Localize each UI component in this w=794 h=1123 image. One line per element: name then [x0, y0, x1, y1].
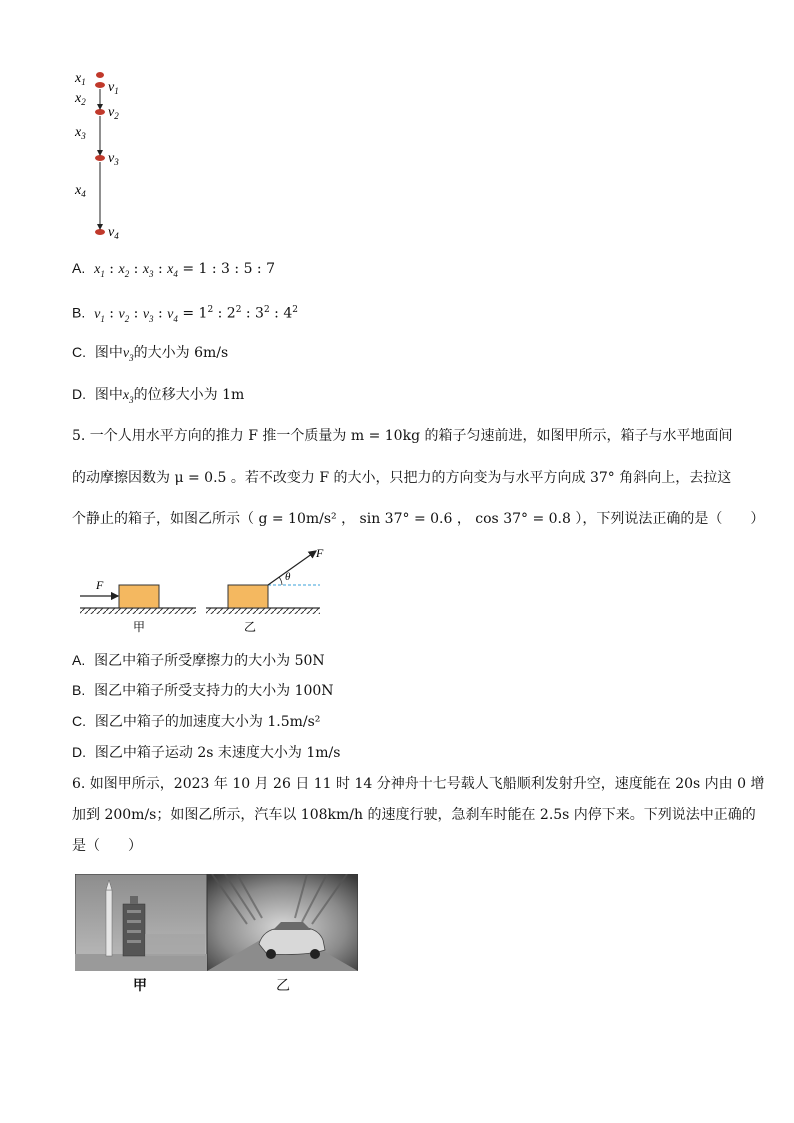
rocket-launch-photo: [75, 874, 207, 971]
q6-stem-line2: 加到 200m/s；如图乙所示，汽车以 108km/h 的速度行驶，急刹车时能在 2.5s 内停下来。下列说法中正确的: [72, 807, 756, 823]
caption-yi: 乙: [244, 620, 257, 634]
box-right: [228, 585, 268, 608]
q5-option-c[interactable]: C. 图乙中箱子的加速度大小为 1.5m/s²: [72, 713, 321, 730]
box-left: [119, 585, 159, 608]
photo-caption-yi: 乙: [276, 978, 290, 994]
force-label-left: F: [96, 578, 104, 592]
q5-option-d[interactable]: D. 图乙中箱子运动 2s 末速度大小为 1m/s: [72, 744, 341, 761]
box-force-figure: [76, 545, 326, 637]
label-x2: $x_2$: [75, 91, 86, 107]
label-v2: $v_2$: [108, 105, 119, 121]
q5-stem-line2: 的动摩擦因数为 μ = 0.5 。若不改变力 F 的大小，只把力的方向变为与水平方向成 37° 角斜向上，去拉这: [72, 470, 732, 486]
drop-3: [95, 109, 105, 115]
q4-option-d[interactable]: D. 图中$x_3$的位移大小为 1m: [72, 386, 245, 405]
label-v4: $v_4$: [108, 225, 119, 241]
drop-1: [96, 72, 104, 78]
label-v3: $v_3$: [108, 151, 119, 167]
q6-stem-line3: 是（ ）: [72, 838, 142, 854]
q5-option-a[interactable]: A. 图乙中箱子所受摩擦力的大小为 50N: [72, 652, 325, 669]
photo-caption-jia: 甲: [133, 978, 147, 994]
q5-stem-line1: 5. 一个人用水平方向的推力 F 推一个质量为 m = 10kg 的箱子匀速前进，如图甲所示，箱子与水平地面间: [72, 428, 733, 444]
drop-5: [95, 229, 105, 235]
angle-label: θ: [285, 571, 291, 583]
q4-option-c[interactable]: C. 图中$v_3$的大小为 6m/s: [72, 344, 229, 363]
q4-option-a[interactable]: A. $x_1$ : $x_2$ : $x_3$ : $x_4 = 1$ : 3 : 5 : 7: [72, 260, 276, 279]
label-x4: $x_4$: [75, 183, 86, 199]
drop-motion-diagram: [70, 66, 140, 246]
force-label-right: F: [316, 546, 324, 560]
caption-jia: 甲: [133, 620, 146, 634]
car-photo: [207, 874, 358, 971]
q4-option-b[interactable]: B. $v_1$ : $v_2$ : $v_3$ : $v_4 = 1^2$ : $2^2$ : $3^2$ : $4^2$: [72, 304, 298, 324]
label-x3: $x_3$: [75, 125, 86, 141]
q5-option-b[interactable]: B. 图乙中箱子所受支持力的大小为 100N: [72, 682, 334, 699]
label-v1: $v_1$: [108, 80, 119, 96]
q5-stem-line3: 个静止的箱子，如图乙所示（ g = 10m/s² ， sin 37° = 0.6 ， cos 37° = 0.8 ），下列说法正确的是（ ）: [72, 511, 765, 527]
q6-stem-line1: 6. 如图甲所示，2023 年 10 月 26 日 11 时 14 分神舟十七号载人飞船顺利发射升空，速度能在 20s 内由 0 增: [72, 776, 765, 792]
drop-2: [95, 82, 105, 88]
drop-4: [95, 155, 105, 161]
label-x1: $x_1$: [75, 71, 86, 87]
